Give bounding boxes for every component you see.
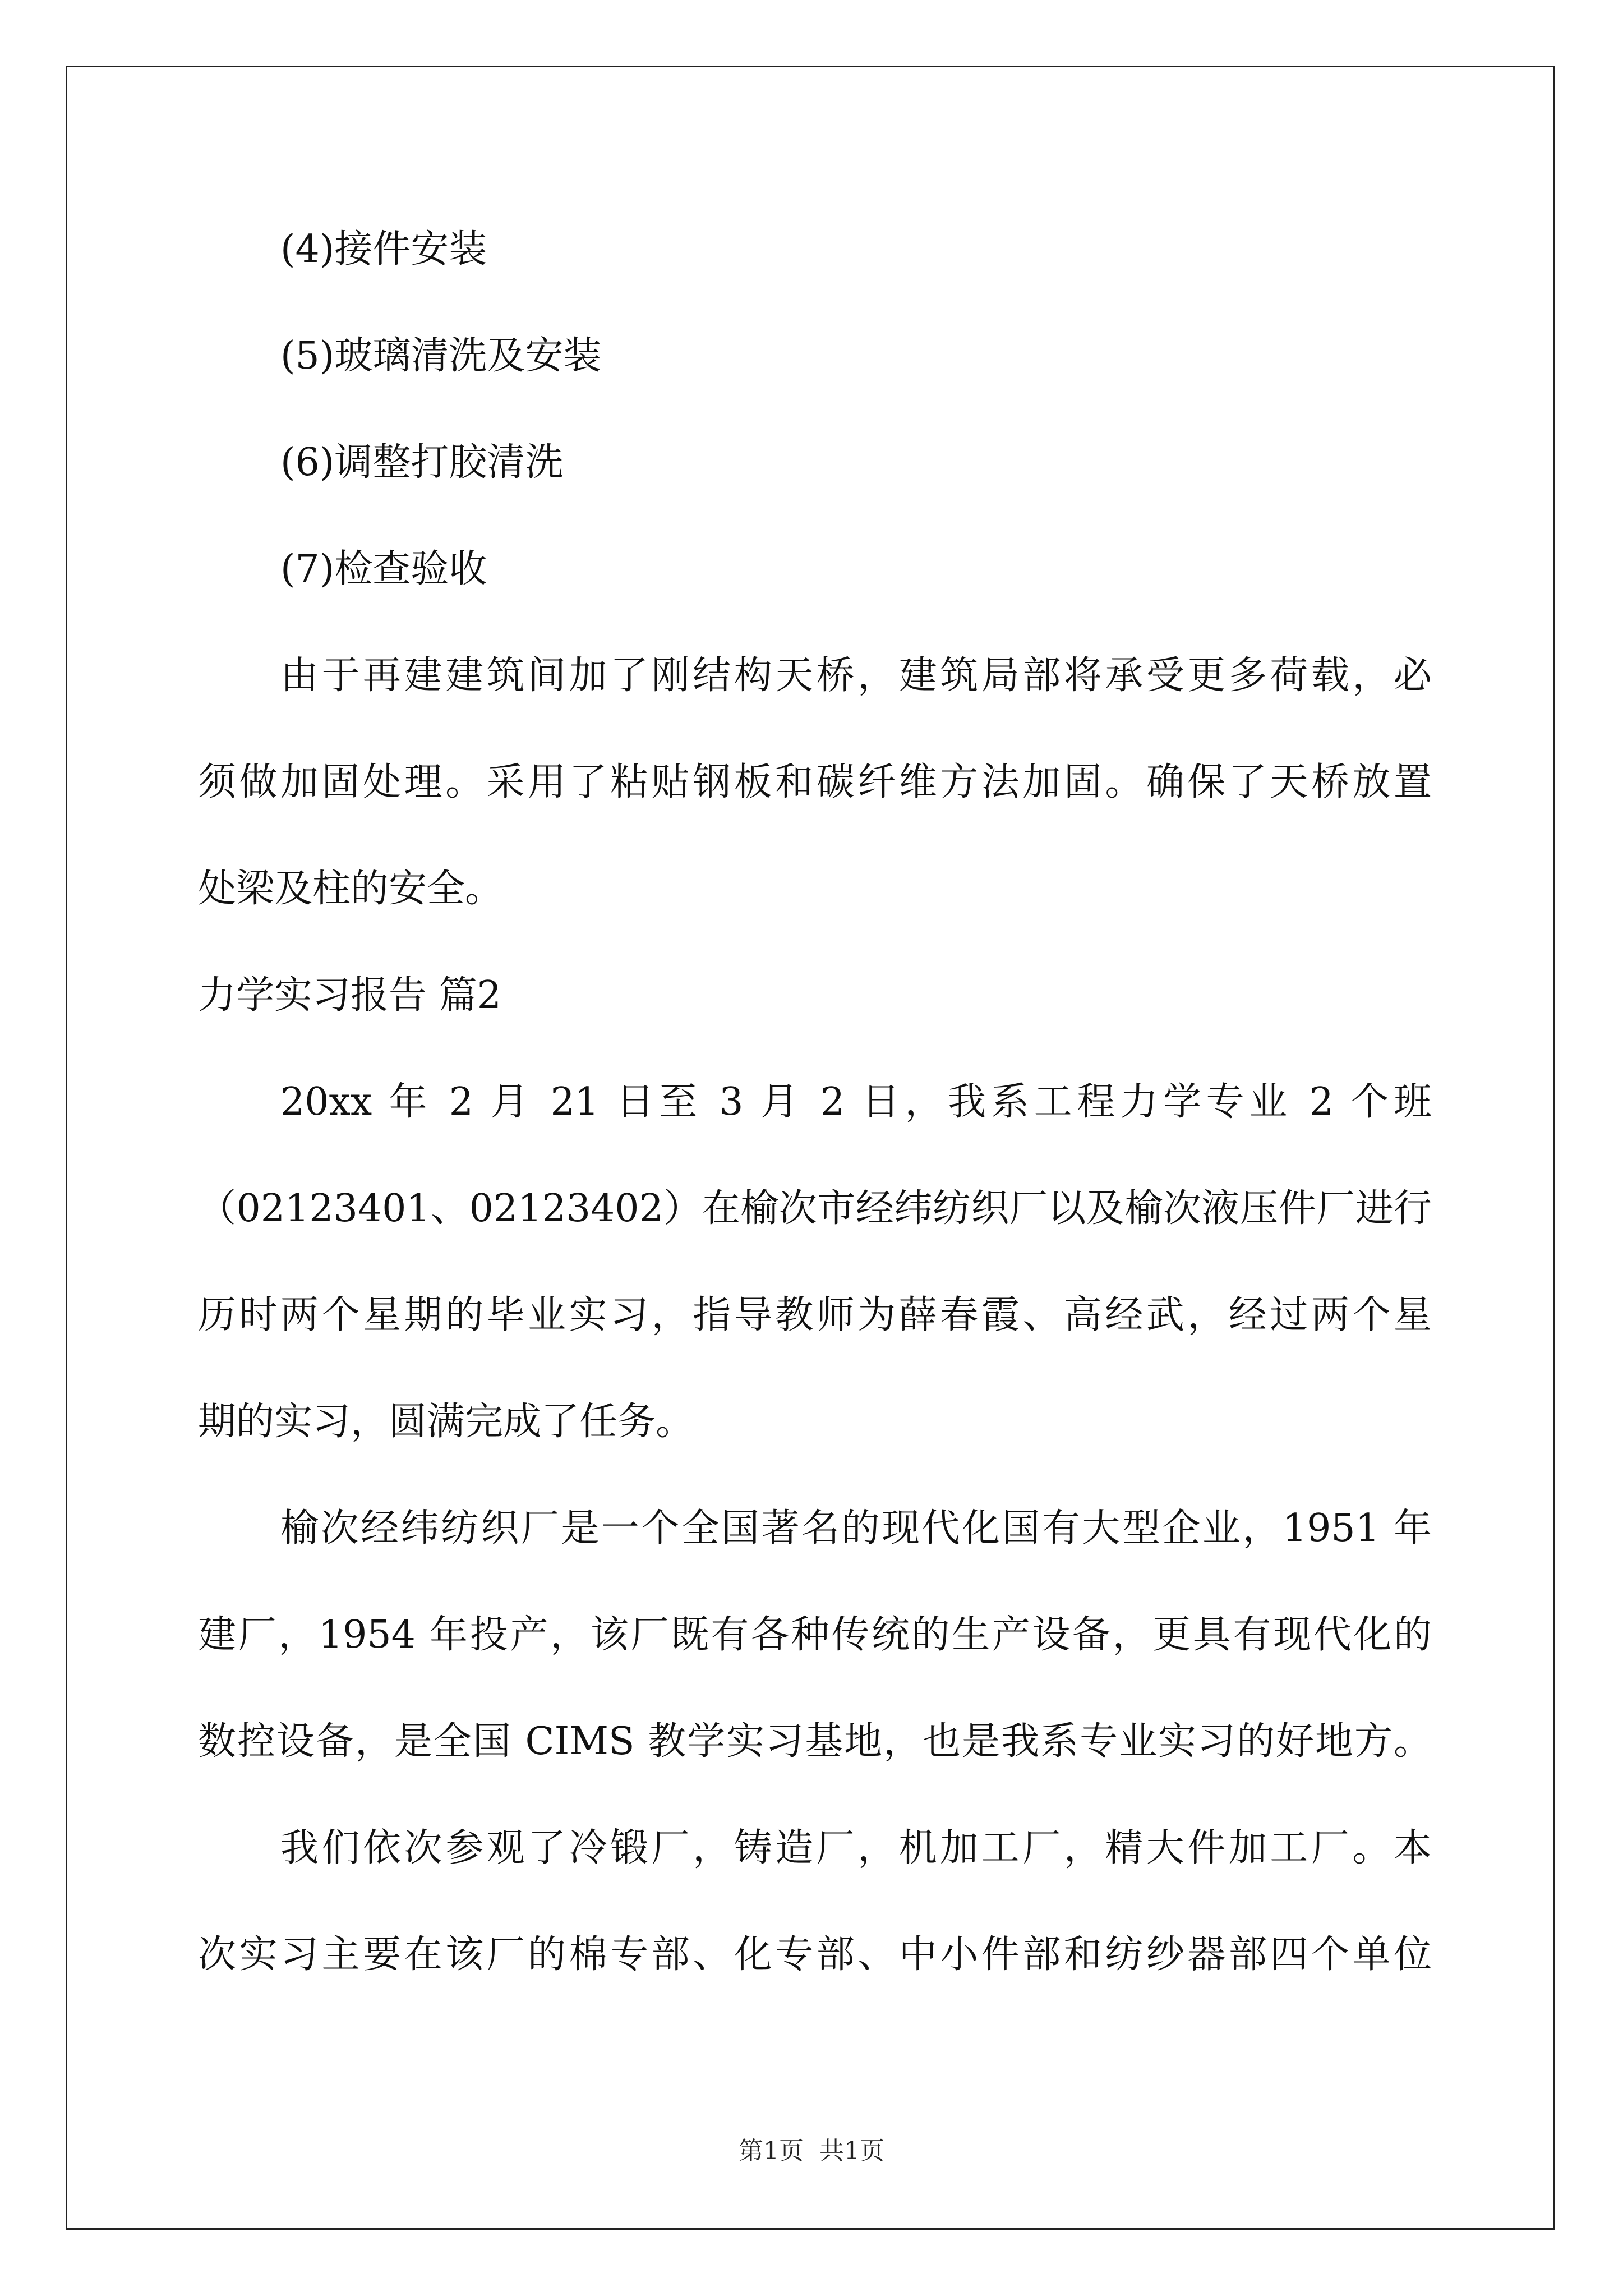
paragraph-2-line-1: 20xx 年 2 月 21 日至 3 月 2 日，我系工程力学专业 2 个班 (280, 1080, 1432, 1124)
page-footer (0, 2134, 1623, 2168)
paragraph-3-line-3: 数控设备，是全国 CIMS 教学实习基地，也是我系专业实习的好地方。 (198, 1719, 1432, 1764)
paragraph-2-line-4: 期的实习，圆满完成了任务。 (198, 1400, 694, 1444)
section-heading: 力学实习报告 篇2 (198, 973, 501, 1018)
list-item-7: (7)检查验收 (280, 547, 487, 591)
paragraph-3-line-1: 榆次经纬纺织厂是一个全国著名的现代化国有大型企业，1951 年 (280, 1506, 1432, 1550)
list-item-5: (5)玻璃清洗及安装 (280, 334, 602, 378)
page-total: 共1页 (819, 2137, 884, 2165)
paragraph-1-line-2: 须做加固处理。采用了粘贴钢板和碳纤维方法加固。确保了天桥放置 (198, 760, 1432, 804)
paragraph-2-line-2: （02123401、02123402）在榆次市经纬纺织厂以及榆次液压件厂进行 (198, 1186, 1432, 1231)
list-item-4: (4)接件安装 (280, 227, 487, 272)
paragraph-2-line-3: 历时两个星期的毕业实习，指导教师为薛春霞、高经武，经过两个星 (198, 1293, 1432, 1337)
paragraph-1-line-1: 由于再建建筑间加了刚结构天桥，建筑局部将承受更多荷载，必 (280, 654, 1432, 698)
paragraph-4-line-1: 我们依次参观了冷锻厂，铸造厂，机加工厂，精大件加工厂。本 (280, 1826, 1432, 1870)
paragraph-3-line-2: 建厂，1954 年投产，该厂既有各种传统的生产设备，更具有现代化的 (198, 1613, 1432, 1657)
page-number: 第1页 (739, 2137, 804, 2165)
paragraph-4-line-2: 次实习主要在该厂的棉专部、化专部、中小件部和纺纱器部四个单位 (198, 1932, 1432, 1977)
page-border (66, 66, 1555, 2230)
list-item-6: (6)调整打胶清洗 (280, 440, 564, 485)
paragraph-1-line-3: 处梁及柱的安全。 (198, 867, 504, 911)
